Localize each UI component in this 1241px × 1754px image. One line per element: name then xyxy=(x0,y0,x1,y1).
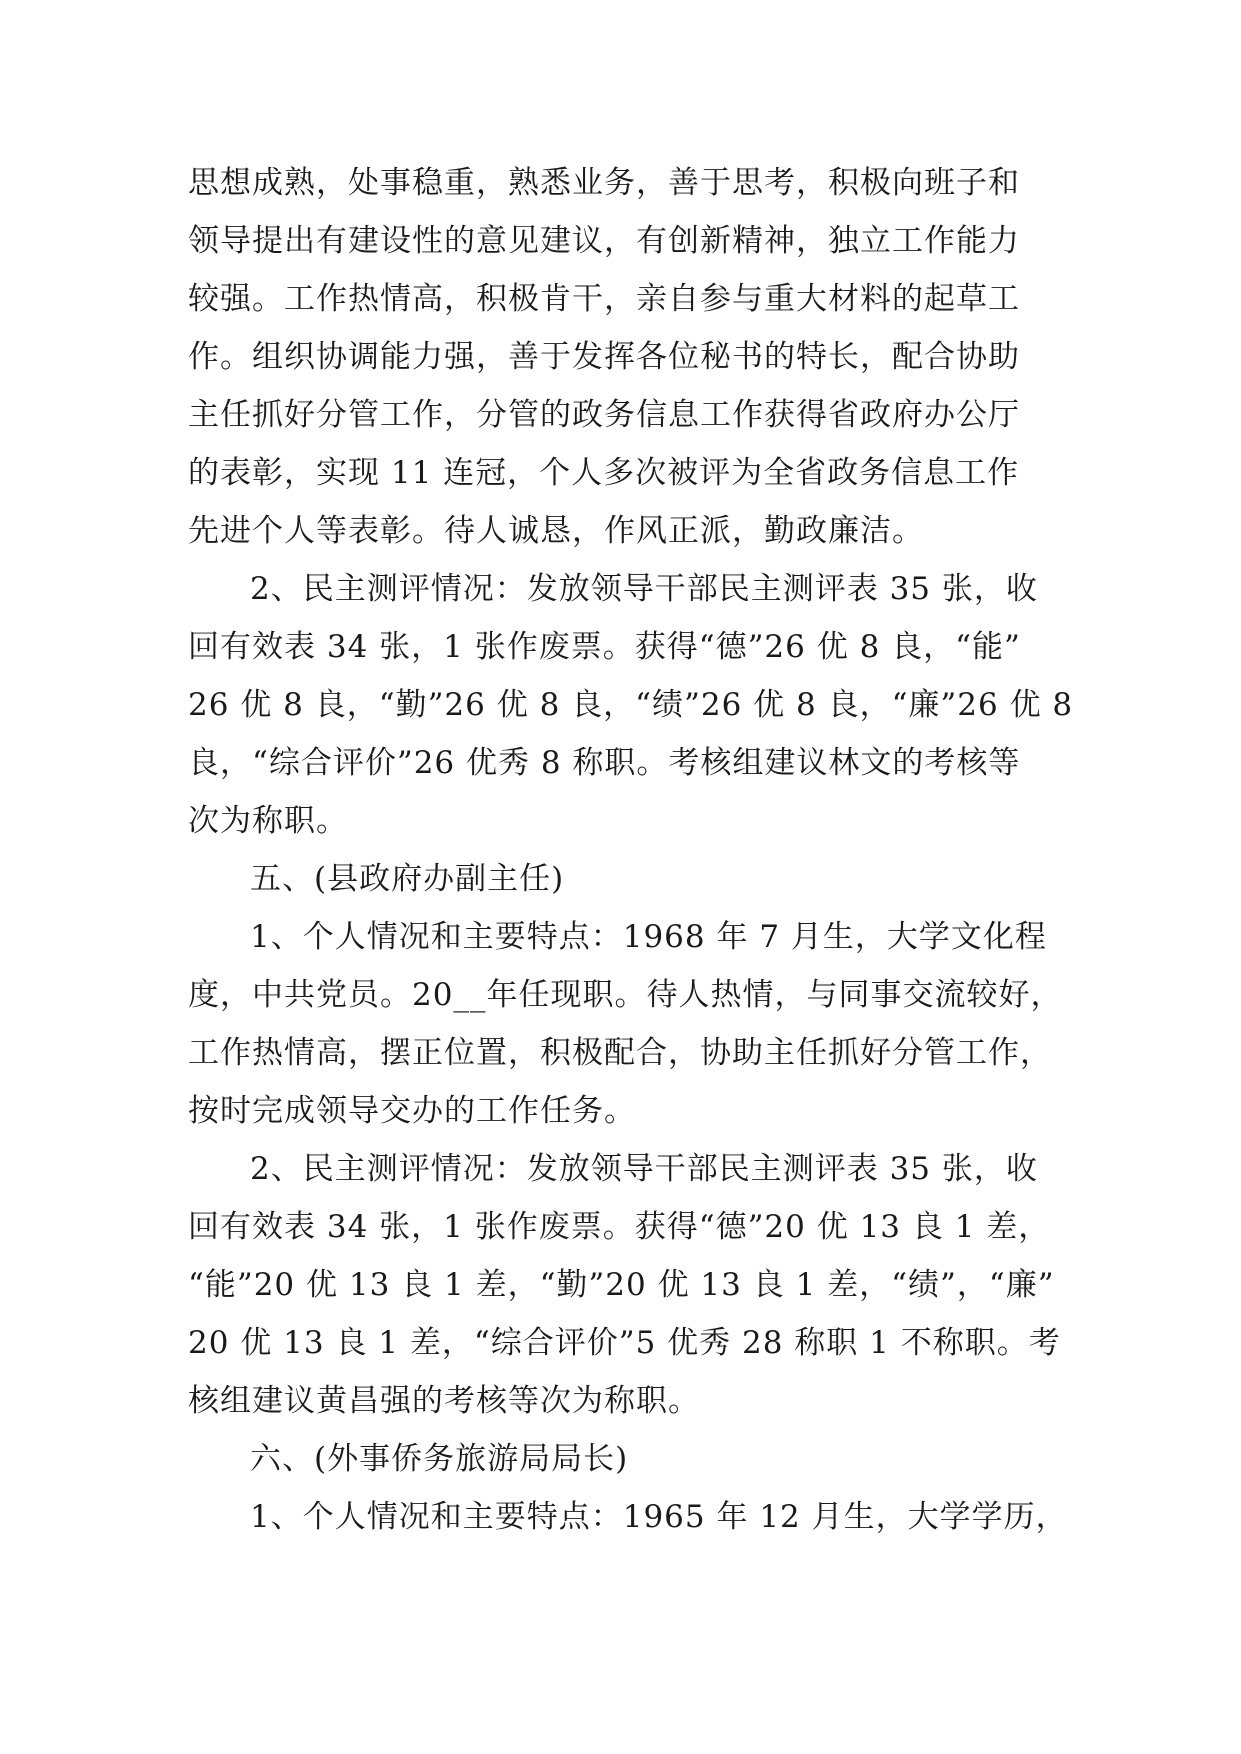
text-line: 先进个人等表彰。待人诚恳，作风正派，勤政廉洁。 xyxy=(188,513,924,549)
text-line: 工作热情高，摆正位置，积极配合，协助主任抓好分管工作， xyxy=(188,1035,1052,1071)
paragraph-start: 2、民主测评情况：发放领导干部民主测评表 35 张，收 xyxy=(250,571,1038,607)
text-line: 较强。工作热情高，积极肯干，亲自参与重大材料的起草工 xyxy=(188,281,1020,317)
text-line: 思想成熟，处事稳重，熟悉业务，善于思考，积极向班子和 xyxy=(188,165,1020,201)
text-line: 回有效表 34 张，1 张作废票。获得“德”26 优 8 良，“能” xyxy=(188,629,1021,665)
section-heading: 五、(县政府办副主任) xyxy=(250,861,565,897)
text-line: 按时完成领导交办的工作任务。 xyxy=(188,1093,636,1129)
paragraph-start: 1、个人情况和主要特点：1968 年 7 月生，大学文化程 xyxy=(250,919,1047,955)
text-line: “能”20 优 13 良 1 差，“勤”20 优 13 良 1 差，“绩”，“廉” xyxy=(188,1267,1055,1303)
text-line: 20 优 13 良 1 差，“综合评价”5 优秀 28 称职 1 不称职。考 xyxy=(188,1325,1061,1361)
text-line: 次为称职。 xyxy=(188,803,348,839)
text-line: 度，中共党员。20__年任现职。待人热情，与同事交流较好， xyxy=(188,977,1063,1013)
text-line: 主任抓好分管工作，分管的政务信息工作获得省政府办公厅 xyxy=(188,397,1020,433)
paragraph-start: 1、个人情况和主要特点：1965 年 12 月生，大学学历， xyxy=(250,1499,1068,1535)
text-line: 良，“综合评价”26 优秀 8 称职。考核组建议林文的考核等 xyxy=(188,745,1021,781)
text-line: 的表彰，实现 11 连冠，个人多次被评为全省政务信息工作 xyxy=(188,455,1020,491)
paragraph-start: 2、民主测评情况：发放领导干部民主测评表 35 张，收 xyxy=(250,1151,1038,1187)
text-line: 作。组织协调能力强，善于发挥各位秘书的特长，配合协助 xyxy=(188,339,1020,375)
text-line: 领导提出有建设性的意见建议，有创新精神，独立工作能力 xyxy=(188,223,1020,259)
text-line: 26 优 8 良，“勤”26 优 8 良，“绩”26 优 8 良，“廉”26 优 8 xyxy=(188,687,1074,723)
section-heading: 六、(外事侨务旅游局局长) xyxy=(250,1441,629,1477)
text-line: 回有效表 34 张，1 张作废票。获得“德”20 优 13 良 1 差， xyxy=(188,1209,1051,1245)
text-line: 核组建议黄昌强的考核等次为称职。 xyxy=(188,1383,700,1419)
